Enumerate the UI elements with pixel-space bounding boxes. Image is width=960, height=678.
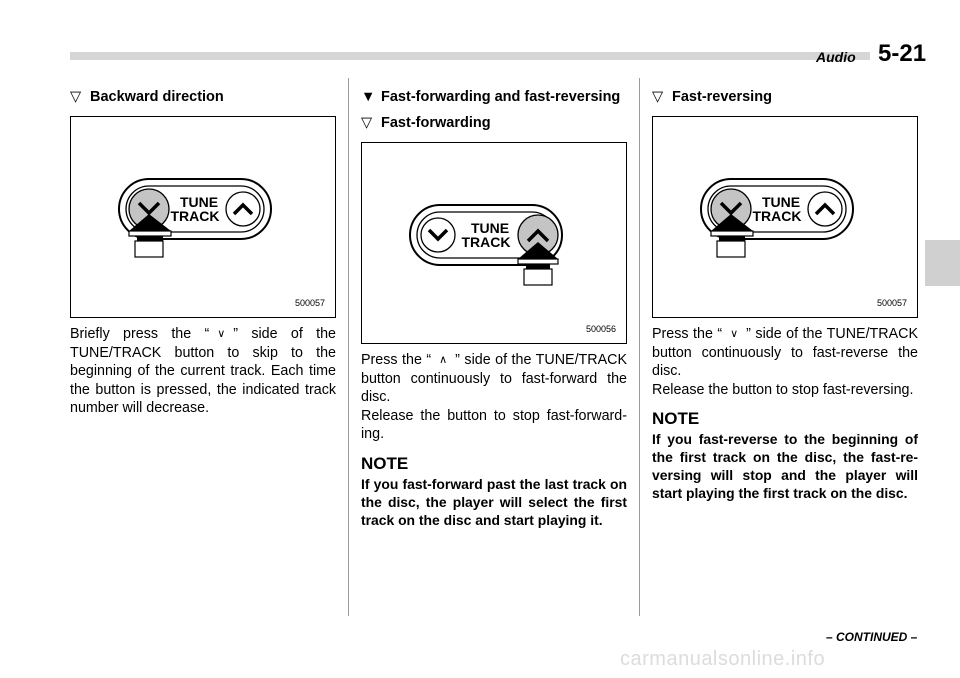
sub-heading	[361, 114, 627, 132]
figure	[652, 116, 918, 318]
note-title: NOTE	[361, 453, 409, 473]
column-fast-forward	[361, 88, 627, 529]
body-text: Briefly press the “ ∨ ” side of the TUNE/TRACK button to skip to the beginning of the current track. Each time the button is pressed, the indicated track number will decrease.	[70, 326, 336, 416]
figure	[70, 116, 336, 318]
figure-code: 500057	[294, 298, 325, 308]
column-backward	[70, 88, 336, 418]
body-text: Press the “ ∨ ” side of the TUNE/TRACK button continuously to fast-reverse the disc.	[652, 326, 919, 379]
body-text-release: Release the button to stop fast-forward-ing.	[361, 407, 627, 442]
chapter-tab	[925, 240, 960, 286]
main-heading-text: Fast-forwarding and fast-reversing	[381, 89, 621, 105]
up-circle	[226, 192, 260, 226]
sub-heading	[70, 88, 336, 106]
chevron-down-glyph: ∨	[217, 328, 226, 340]
note-text: If you fast-reverse to the beginning of the first track on the disc, the fast-re-versing will stop and the player will start playing the first track on the disc.	[652, 431, 918, 501]
note-title: NOTE	[652, 409, 700, 428]
figure	[361, 142, 627, 344]
body-text: Press the “ ∧ ” side of the TUNE/TRACK button continuously to fast-forward the disc.	[361, 352, 628, 405]
chevron-down-glyph: ∨	[730, 328, 739, 340]
arrow-stem	[135, 241, 163, 257]
sub-heading-text: Fast-forwarding	[381, 115, 491, 131]
tune-label: TUNE	[761, 194, 801, 210]
section-title: Audio	[816, 49, 856, 65]
arrow-base	[518, 259, 558, 264]
down-circle	[421, 218, 455, 252]
tune-track-button-illustration	[653, 117, 917, 317]
body-text-release: Release the button to stop fast-reversing.	[652, 381, 914, 398]
outline-triangle-icon: ▽	[652, 89, 664, 105]
watermark: carmanualsonline.info	[620, 648, 826, 670]
outline-triangle-icon: ▽	[361, 115, 373, 131]
column-divider	[348, 78, 349, 616]
chevron-up-glyph: ∧	[439, 354, 448, 366]
outline-triangle-icon: ▽	[70, 89, 82, 105]
figure-code: 500057	[876, 298, 907, 308]
header-rule	[70, 52, 870, 60]
filled-triangle-icon: ▼	[361, 89, 376, 105]
continued-label: – CONTINUED –	[826, 630, 918, 644]
tune-label: TUNE	[179, 194, 219, 210]
track-label: TRACK	[461, 234, 511, 250]
column-divider	[639, 78, 640, 616]
column-fast-reverse	[652, 88, 918, 502]
sub-heading-text: Backward direction	[90, 89, 224, 105]
arrow-base	[129, 231, 171, 236]
page-number: 5-21	[878, 40, 927, 67]
arrow-stem	[717, 241, 745, 257]
track-label: TRACK	[170, 208, 220, 224]
track-label: TRACK	[752, 208, 802, 224]
main-heading	[361, 88, 627, 106]
up-circle	[808, 192, 842, 226]
arrow-base	[711, 231, 753, 236]
sub-heading	[652, 88, 918, 106]
arrow-stem	[524, 269, 552, 285]
tune-track-button-illustration	[362, 143, 626, 343]
tune-label: TUNE	[470, 220, 510, 236]
tune-track-button-illustration	[71, 117, 335, 317]
sub-heading-text: Fast-reversing	[672, 89, 772, 105]
note-text: If you fast-forward past the last track on the disc, the player will select the first track on the disc and start playing it.	[361, 475, 627, 528]
figure-code: 500056	[585, 324, 616, 334]
